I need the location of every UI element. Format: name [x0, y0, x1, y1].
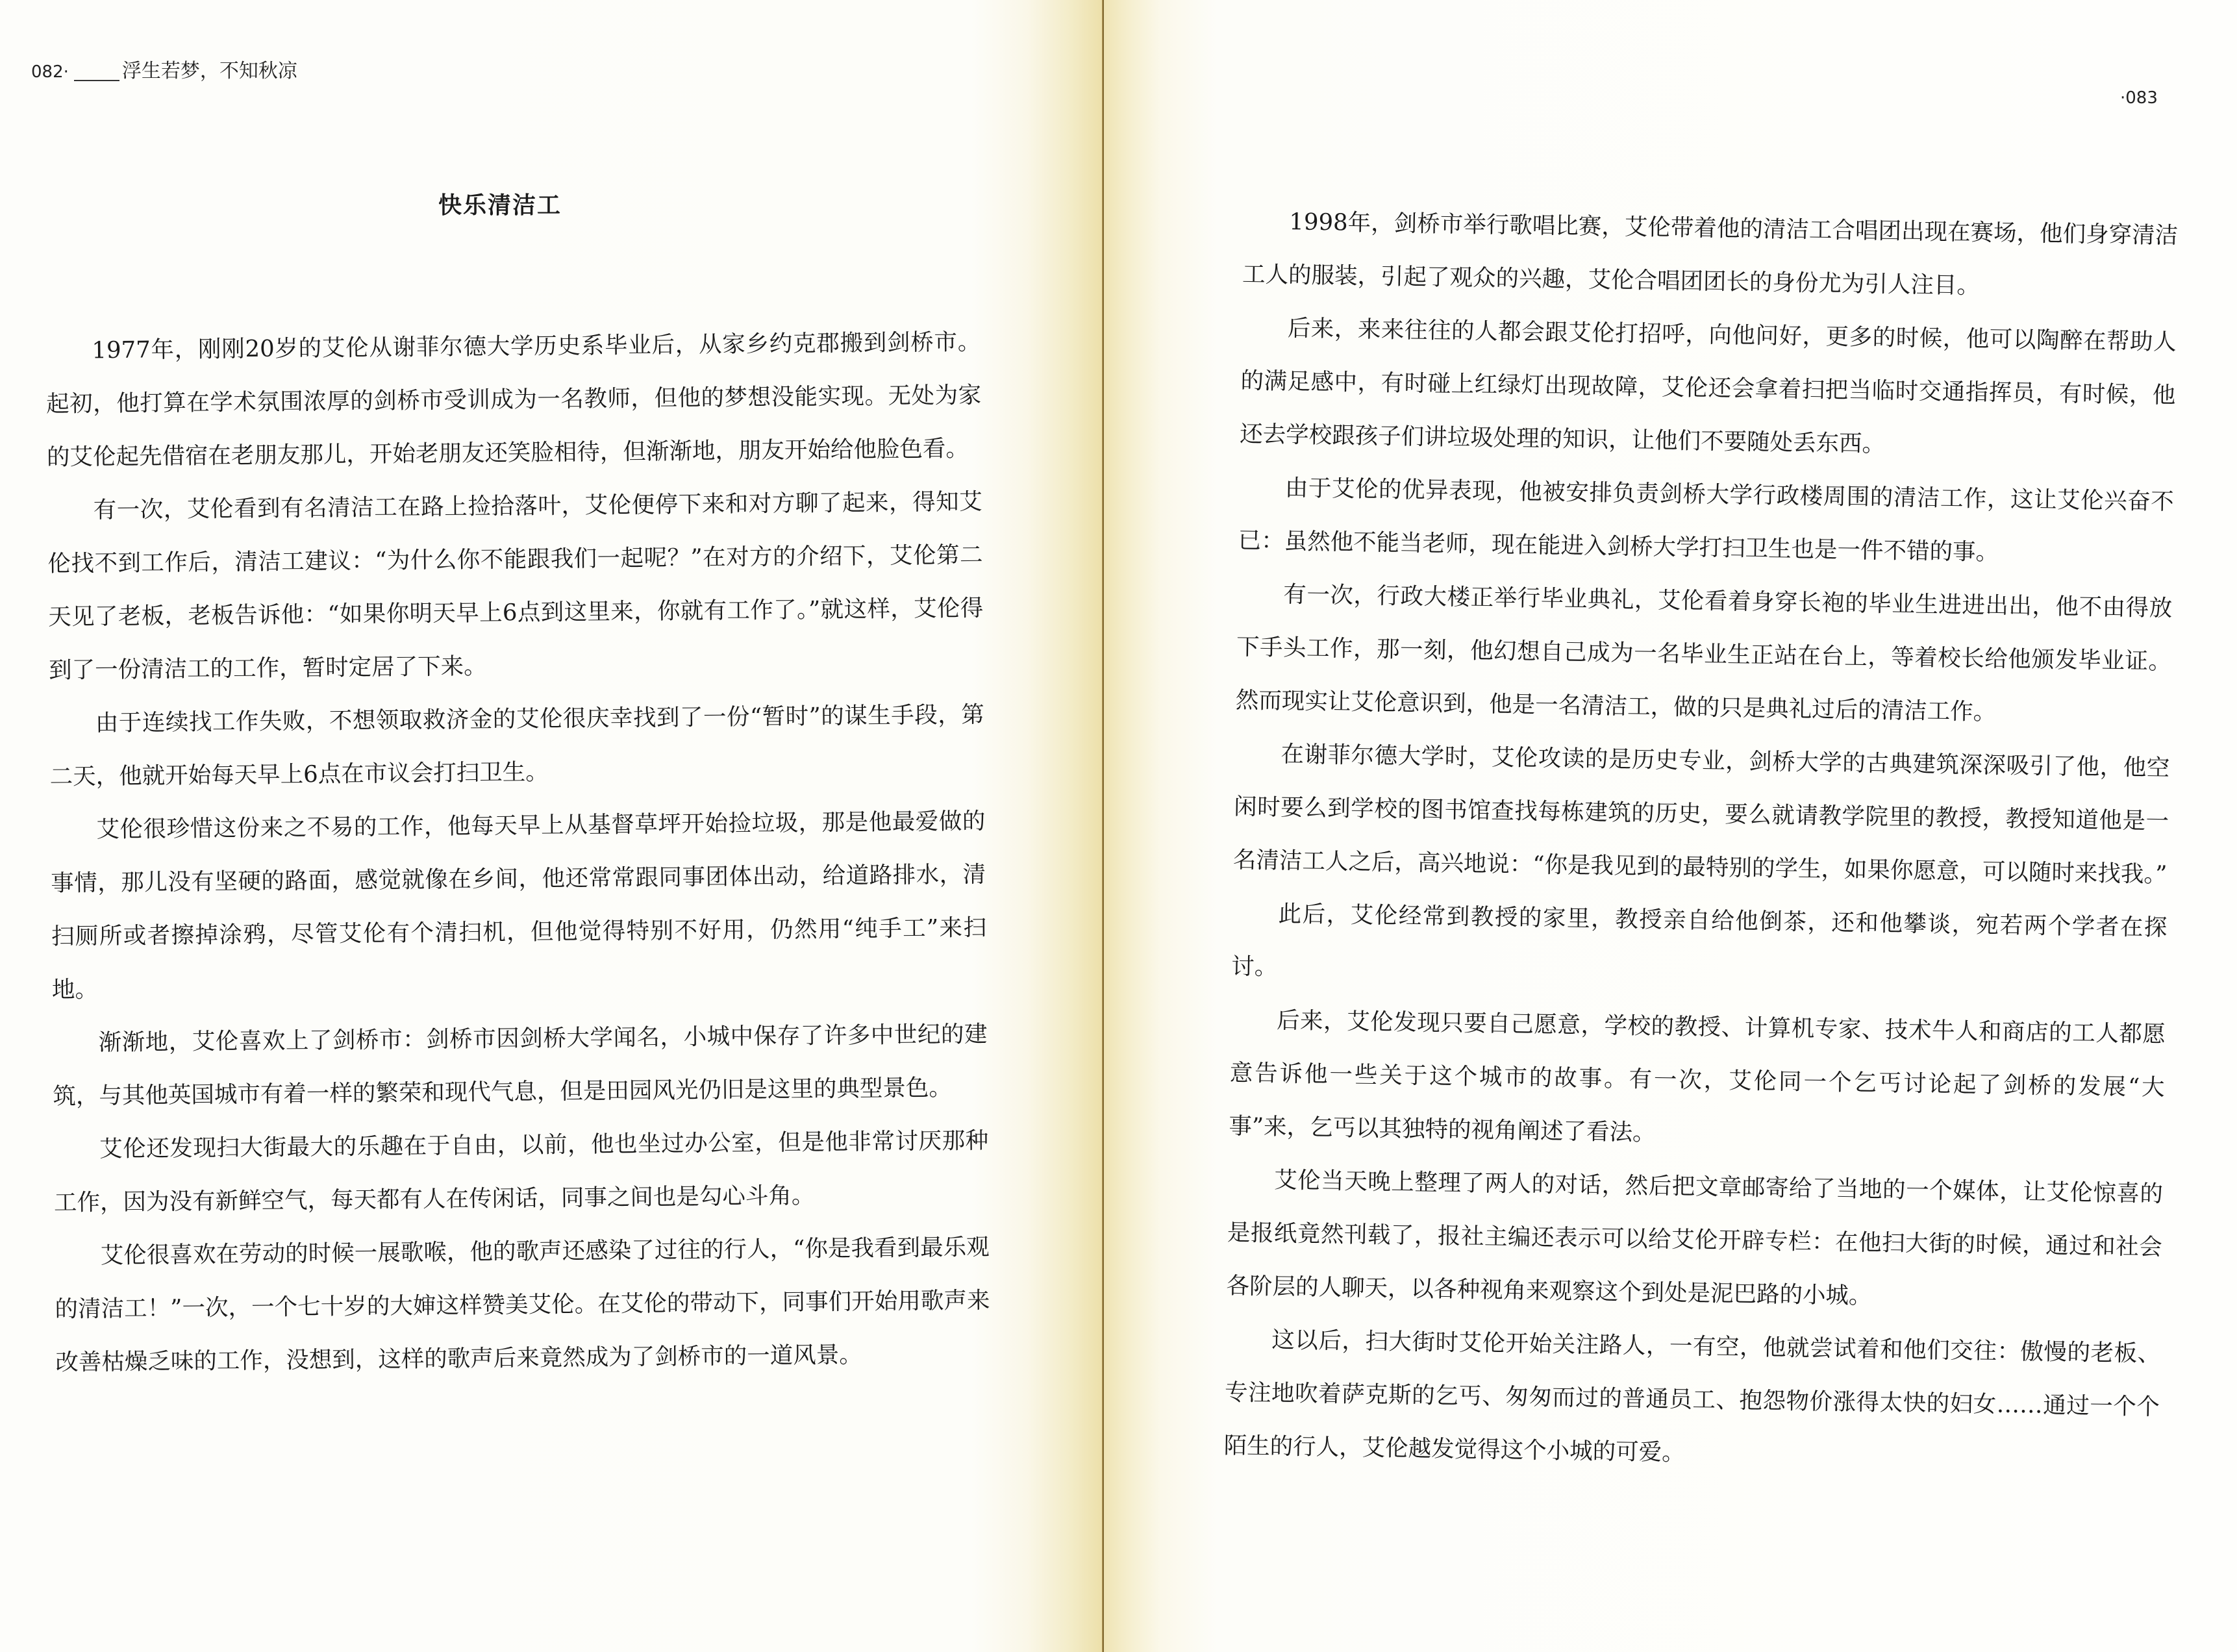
left-running-head	[31, 55, 297, 83]
paragraph: 1998年，剑桥市举行歌唱比赛，艾伦带着他的清洁工合唱团出现在赛场，他们身穿清洁工人的服装，引起了观众的兴趣，艾伦合唱团团长的身份尤为引人注目。	[1242, 208, 2179, 299]
left-page-number: 082·	[31, 62, 69, 82]
paragraph: 渐渐地，艾伦喜欢上了剑桥市：剑桥市因剑桥大学闻名，小城中保存了许多中世纪的建筑，与其他英国城市有着一样的繁荣和现代气息，但是田园风光仍旧是这里的典型景色。	[53, 1021, 988, 1110]
paragraph: 艾伦当天晚上整理了两人的对话，然后把文章邮寄给了当地的一个媒体，让艾伦惊喜的是报纸竟然刊载了，报社主编还表示可以给艾伦开辟专栏：在他扫大街的时候，通过和社会各阶层的人聊天，以各种视角来观察这个到处是泥巴路的小城。	[1226, 1166, 2164, 1310]
paragraph: 后来，来来往往的人都会跟艾伦打招呼，向他问好，更多的时候，他可以陶醉在帮助人的满足感中，有时碰上红绿灯出现故障，艾伦还会拿着扫把当临时交通指挥员，有时候，他还去学校跟孩子们讲垃圾处理的知识，让他们不要随处丢东西。	[1239, 315, 2177, 458]
paragraph: 艾伦还发现扫大街最大的乐趣在于自由，以前，他也坐过办公室，但是他非常讨厌那种工作，因为没有新鲜空气，每天都有人在传闲话，同事之间也是勾心斗角。	[53, 1127, 989, 1216]
book-title: 浮生若梦，不知秋凉	[121, 60, 297, 82]
paragraph: 在谢菲尔德大学时，艾伦攻读的是历史专业，剑桥大学的古典建筑深深吸引了他，他空闲时要么到学校的图书馆查找每栋建筑的历史，要么就请教学院里的教授，教授知道他是一名清洁工人之后，高兴地说：“你是我见到的最特别的学生，如果你愿意，可以随时来找我。”	[1232, 741, 2170, 888]
right-body-text	[1223, 195, 2179, 1487]
paragraph: 有一次，行政大楼正举行毕业典礼，艾伦看着身穿长袍的毕业生进进出出，他不由得放下手头工作，那一刻，他幻想自己成为一名毕业生正站在台上，等着校长给他颁发毕业证。然而现实让艾伦意识到，他是一名清洁工，做的只是典礼过后的清洁工作。	[1235, 581, 2173, 726]
left-body-text	[45, 316, 991, 1390]
header-rule	[74, 80, 119, 81]
paragraph: 艾伦很喜欢在劳动的时候一展歌喉，他的歌声还感染了过往的行人，“你是我看到最乐观的清洁工！”一次，一个七十岁的大婶这样赞美艾伦。在艾伦的带动下，同事们开始用歌声来改善枯燥乏味的工作，没想到，这样的歌声后来竟然成为了剑桥市的一道风景。	[55, 1234, 990, 1376]
paragraph: 后来，艾伦发现只要自己愿意，学校的教授、计算机专家、技术牛人和商店的工人都愿意告诉他一些关于这个城市的故事。有一次，艾伦同一个乞丐讨论起了剑桥的发展“大事”来，乞丐以其独特的视角阐述了看法。	[1229, 1007, 2166, 1147]
left-page	[0, 0, 1104, 1652]
paragraph: 这以后，扫大街时艾伦开始关注路人，一有空，他就尝试着和他们交往：傲慢的老板、专注地吹着萨克斯的乞丐、匆匆而过的普通员工、抱怨物价涨得太快的妇女……通过一个个陌生的行人，艾伦越发觉得这个小城的可爱。	[1223, 1326, 2161, 1466]
chapter-title: 快乐清洁工	[438, 192, 562, 219]
paragraph: 此后，艾伦经常到教授的家里，教授亲自给他倒茶，还和他攀谈，宛若两个学者在探讨。	[1231, 900, 2168, 981]
paragraph: 1977年，刚刚20岁的艾伦从谢菲尔德大学历史系毕业后，从家乡约克郡搬到剑桥市。起初，他打算在学术氛围浓厚的剑桥市受训成为一名教师，但他的梦想没能实现。无处为家的艾伦起先借宿在老朋友那儿，开始老朋友还笑脸相待，但渐渐地，朋友开始给他脸色看。	[45, 329, 982, 471]
right-page-number: ·083	[2120, 88, 2158, 108]
paragraph: 由于连续找工作失败，不想领取救济金的艾伦很庆幸找到了一份“暂时”的谋生手段，第二天，他就开始每天早上6点在市议会打扫卫生。	[49, 701, 985, 790]
paragraph: 有一次，艾伦看到有名清洁工在路上捡拾落叶，艾伦便停下来和对方聊了起来，得知艾伦找不到工作后，清洁工建议：“为什么你不能跟我们一起呢？”在对方的介绍下，艾伦第二天见了老板，老板告诉他：“如果你明天早上6点到这里来，你就有工作了。”就这样，艾伦得到了一份清洁工的工作，暂时定居了下来。	[47, 488, 984, 684]
paragraph: 由于艾伦的优异表现，他被安排负责剑桥大学行政楼周围的清洁工作，这让艾伦兴奋不已：虽然他不能当老师，现在能进入剑桥大学打扫卫生也是一件不错的事。	[1238, 475, 2175, 566]
paragraph: 艾伦很珍惜这份来之不易的工作，他每天早上从基督草坪开始捡垃圾，那是他最爱做的事情，那儿没有坚硬的路面，感觉就像在乡间，他还常常跟同事团体出动，给道路排水，清扫厕所或者擦掉涂鸦，尽管艾伦有个清扫机，但他觉得特别不好用，仍然用“纯手工”来扫地。	[51, 808, 987, 1003]
